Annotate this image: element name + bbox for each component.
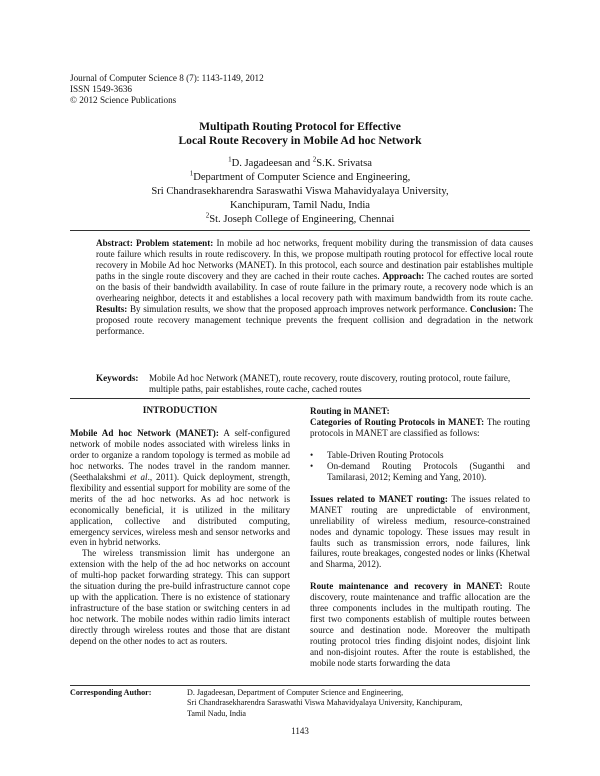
- paper-title: [0, 120, 600, 148]
- affiliation-1-university: Sri Chandrasekharendra Saraswathi Viswa Mahavidyalaya University,: [151, 186, 449, 197]
- issues-paragraph: Issues related to MANET routing: The issues related to MANET routing are unpredictable of environment, unreliability of wireless medium, resource-constrained nodes and dynamic topology. These issues may result in faults such as transmission errors, node failures, link failures, route breakages, congested nodes or links (Khetwal and Sharma, 2012).: [310, 493, 531, 570]
- list-item: • On-demand Routing Protocols (Suganthi and Tamilarasi, 2012; Keming and Yang, 2010).: [310, 461, 530, 483]
- right-column: [310, 406, 530, 669]
- author-block: [0, 157, 600, 227]
- section-heading-introduction: INTRODUCTION: [142, 406, 218, 416]
- keywords-list: Mobile Ad hoc Network (MANET), route recovery, route discovery, routing protocol, route failure, multiple paths, pair establishes, route cache, cached routes: [149, 373, 511, 394]
- categories-paragraph: Categories of Routing Protocols in MANET: The routing protocols in MANET are classified as follows:: [310, 416, 531, 438]
- keywords: [96, 373, 533, 395]
- affiliation-1: $^1$Department of Computer Science and Engineering,: [189, 169, 411, 183]
- title-line-2: Local Route Recovery in Mobile Ad hoc Network: [178, 134, 422, 147]
- journal-citation: Journal of Computer Science 8 (7): 1143-1149, 2012: [70, 73, 264, 83]
- journal-header: [70, 73, 264, 107]
- intro-paragraph-2: The wireless transmission limit has undergone an extension with the help of the ad hoc networks on account of multi-hop packet forwarding strategy. This can support the situation during the pre-build infrastructure cannot cope up with the application. There is no existence of stationary infrastructure of the base station or switching centers in ad hoc network. The mobile nodes within radio limits interact directly through wireless routes and those that are distant depend on the other nodes to act as routers.: [70, 548, 290, 647]
- corresponding-details: D. Jagadeesan, Department of Computer Science and Engineering, Sri Chandrasekharendra Saraswathi Viswa Mahavidyalaya University, Kanchipuram, Tamil Nadu, India: [187, 688, 463, 718]
- affiliation-1-city: Kanchipuram, Tamil Nadu, India: [230, 200, 370, 211]
- list-item: • Table-Driven Routing Protocols: [310, 450, 530, 461]
- left-column: [70, 406, 290, 647]
- intro-paragraph-1: Mobile Ad hoc Network (MANET): A self-configured network of mobile nodes associated with wireless links in order to organize a random topology is termed as mobile ad hoc networks. The nodes travel in the random manner. (Seethalakshmi et al., 2011). Quick deployment, strength, flexibility and essential support for mobility are some of the merits of the ad hoc networks. As ad hoc network is economically beneficial, it is utilized in the military application, collective and distributed computing, emergency services, wireless mesh and sensor networks and even in hybrid networks.: [70, 427, 290, 548]
- affiliation-2: $^2$St. Joseph College of Engineering, Chennai: [205, 211, 395, 225]
- maintenance-paragraph: Route maintenance and recovery in MANET: Route discovery, route maintenance and traffic allocation are the three components includes in the multipath routing. The first two components establish of multiple routes between source and destination node. Moreover the multipath routing protocol tries finding disjoint nodes, disjoint link and non-disjoint routes. After the route is established, the mobile node starts forwarding the data: [310, 581, 530, 669]
- footnote-rule: [70, 685, 530, 686]
- page-number: 1143: [291, 726, 309, 736]
- journal-issn: ISSN 1549-3636: [70, 84, 133, 95]
- keywords-bottom-rule: [70, 398, 530, 399]
- abstract: Abstract: Problem statement: In mobile ad hoc networks, frequent mobility during the transmission of data causes route failure which results in route rediscovery. In this, we propose multipath routing protocol for effective local route recovery in Mobile Ad hoc Networks (MANET). In this protocol, each source and destination pair establishes multiple paths in the single route discovery and they are cached in their route caches. Approach: The cached routes are sorted on the basis of their bandwidth availability. In case of route failure in the primary route, a recovery node which is an overhearing neighbor, detects it and establishes a local recovery path with maximum bandwidth from its route cache. Results: By simulation results, we show that the proposed approach improves network performance. Conclusion: The proposed route recovery management technique prevents the frequent collision and degradation in the network performance.: [96, 238, 533, 336]
- title-line-1: Multipath Routing Protocol for Effective: [199, 120, 401, 133]
- author-names: $^1$D. Jagadeesan and $^2$S.K. Srivatsa: [228, 155, 372, 169]
- journal-copyright: © 2012 Science Publications: [70, 95, 177, 106]
- abstract-top-rule: [70, 230, 530, 231]
- keywords-label: Keywords:: [96, 373, 139, 383]
- protocol-list: [310, 450, 530, 483]
- corresponding-author: [70, 688, 530, 719]
- corresponding-label: Corresponding Author:: [70, 688, 152, 697]
- section-heading-routing: Routing in MANET:: [310, 406, 390, 416]
